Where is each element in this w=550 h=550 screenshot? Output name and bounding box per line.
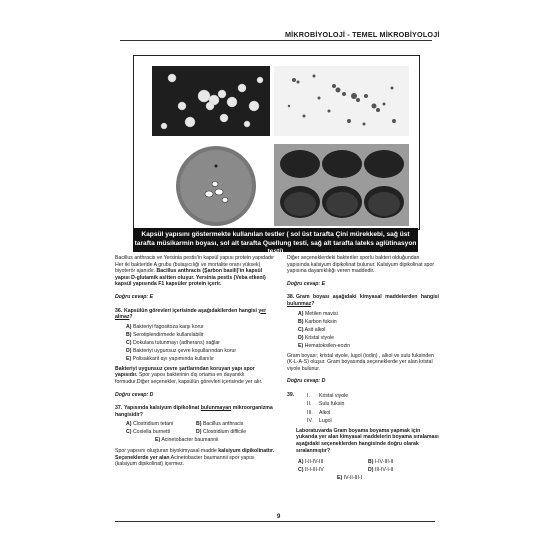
intro-text: Bacillus anthracis ve Yersinia pestis'in kapsül yapısı protein yapıdadır Her iki bakteride A grubu (bulaşıcılığı ve mortalite oranı yüksek) biyoterör ajanıdır. — [115, 255, 275, 275]
intro-paragraph-right: Diğer seçeneklerdeki bakteriler sporlu bakteri olduğundan yapısında kalsiyum dipikolinat bulunur. Kalsiyum dipikolinat spor yapısına dayanıklılığı veren maddedir. — [287, 255, 435, 275]
q39-items — [287, 393, 439, 425]
answer-38: Doğru cevap: D — [287, 378, 326, 385]
question-38: 38. Gram boyası aşağıdaki kimyasal maddelerden hangisi bulunmaz? — [287, 294, 439, 307]
question-39-text: Laboratuvarda Gram boyama boyama yapmak için yukarıda yer alan kimyasal maddelerin boyama sıralaması aşağıdaki seçeneklerden hangisinde doğru olarak sıralanmıştır? — [296, 427, 439, 454]
option-d[interactable]: D) Clostridium difficile — [196, 429, 247, 436]
mucicarmine-photo — [274, 66, 409, 136]
option-b[interactable]: B) I-IV-III-II — [368, 459, 394, 466]
option-a[interactable]: A) I-II-IV-III — [298, 459, 324, 466]
option-b[interactable]: B) Serotiplendirmede kullanılabilir — [126, 331, 204, 338]
option-a[interactable]: A) Bakteriyi fagositoza karşı korur — [126, 323, 204, 330]
question-36: 36. Kapsülün görevleri içerisinde aşağıdakilerden hangisi yer almaz? — [115, 307, 267, 321]
footer-rule — [115, 521, 435, 522]
q38-options — [287, 311, 439, 350]
question-37: 37. Yapısında kalsiyum dipikolinat bulunmayan mikroorganizma hangisidir? — [115, 405, 273, 418]
question-39-number: 39. — [287, 391, 295, 398]
option-b[interactable]: B) Karbon fuksin — [298, 318, 337, 325]
option-a[interactable]: A) Clostridium tetani — [126, 421, 174, 428]
item-3: III. Alkol — [307, 409, 331, 416]
intro-bold-text: Bacillus anthracis (Şarbon basili)'in kapsül yapısı D-glutamik asitten oluşur. Yersinia pestis (Veba etkeni) kapsül yapısında F1 kapsüler protein içerir. — [115, 268, 266, 288]
option-c[interactable]: C) II-I-III-IV — [298, 467, 324, 474]
answer-35: Doğru cevap: E — [115, 293, 154, 300]
running-header: MİKROBİYOLOJİ - TEMEL MİKROBİYOLOJİ — [285, 30, 440, 39]
option-d[interactable]: D) Bakteriyi uygunsuz çevre koşullarından korur — [126, 348, 237, 355]
india-ink-photo — [152, 66, 270, 136]
option-a[interactable]: A) Metilen mavisi — [298, 310, 338, 317]
answer-37: Doğru cevap: E — [287, 280, 326, 287]
right-column — [287, 255, 439, 484]
header-rule — [120, 40, 432, 41]
figure-panel — [133, 55, 420, 230]
answer-36: Doğru cevap: D — [115, 391, 154, 398]
item-2: II. Sulu fuksin — [307, 401, 345, 408]
latex-agglutination-photo — [274, 144, 409, 226]
option-c[interactable]: C) Dokulara tutunmayı (adherans) sağlar — [126, 339, 221, 346]
option-c[interactable]: C) Coxiella burnetti — [126, 429, 171, 436]
q39-options — [287, 459, 439, 482]
item-1: I. Kristal viyole — [307, 392, 349, 399]
option-e[interactable]: E) Hematoksilen-eozin — [298, 342, 351, 349]
option-e[interactable]: E) Polisakkarit ayı yapımında kullanılır — [126, 356, 214, 363]
page-number: 9 — [273, 514, 284, 520]
q36-options — [115, 324, 275, 363]
intro-paragraph — [115, 255, 275, 288]
explanation-36: Bakteriyi uygunsuz çevre şartlarından koruyan yapı spor yapısıdır. Spor yapısı bakterinin dış ortama en dayanıklı formudur.Diğer seçenekler, kapsülün görevleri içerisinde yer alır. — [115, 365, 263, 385]
q37-options — [115, 421, 275, 444]
figure-caption: Kapsül yapısını göstermekte kullanılan testler ( sol üst tarafta Çini mürekkebi, sağ üst tarafta müsikarmin boyası, sol alt tarafta Quellung testi, sağ alt tarafta lateks aglütinasyon testi) — [133, 228, 418, 252]
explanation-37: Spor yapısını oluşturan biyokimyasal madde kalsiyum dipikolinattır. Seçeneklerde yer alan Acinetobacter baumannii spor yapısı (kalsiyum dipikolinat) içermez. — [115, 448, 275, 468]
explanation-38: Gram boyası; kristal viyole, lugol (iodin) , alkol ve sulu fuksinden (K-L-A-S) oluşur. Gram boyasında seçeneklerde yer alan kristal viyole bulunur. — [287, 352, 435, 372]
option-b[interactable]: B) Bacillus anthracis — [196, 421, 244, 428]
option-e[interactable]: E) IV-II-III-I — [337, 475, 363, 482]
option-e[interactable]: E) Acinetobacter baumannii — [155, 437, 219, 444]
item-4: IV. Lugol — [307, 418, 332, 425]
option-d[interactable]: D) Kristal viyole — [298, 334, 335, 341]
left-column — [115, 255, 275, 473]
option-c[interactable]: C) Asit alkol — [298, 326, 326, 333]
option-d[interactable]: D) III-IV-I-II — [368, 467, 394, 474]
quellung-photo — [169, 144, 264, 226]
